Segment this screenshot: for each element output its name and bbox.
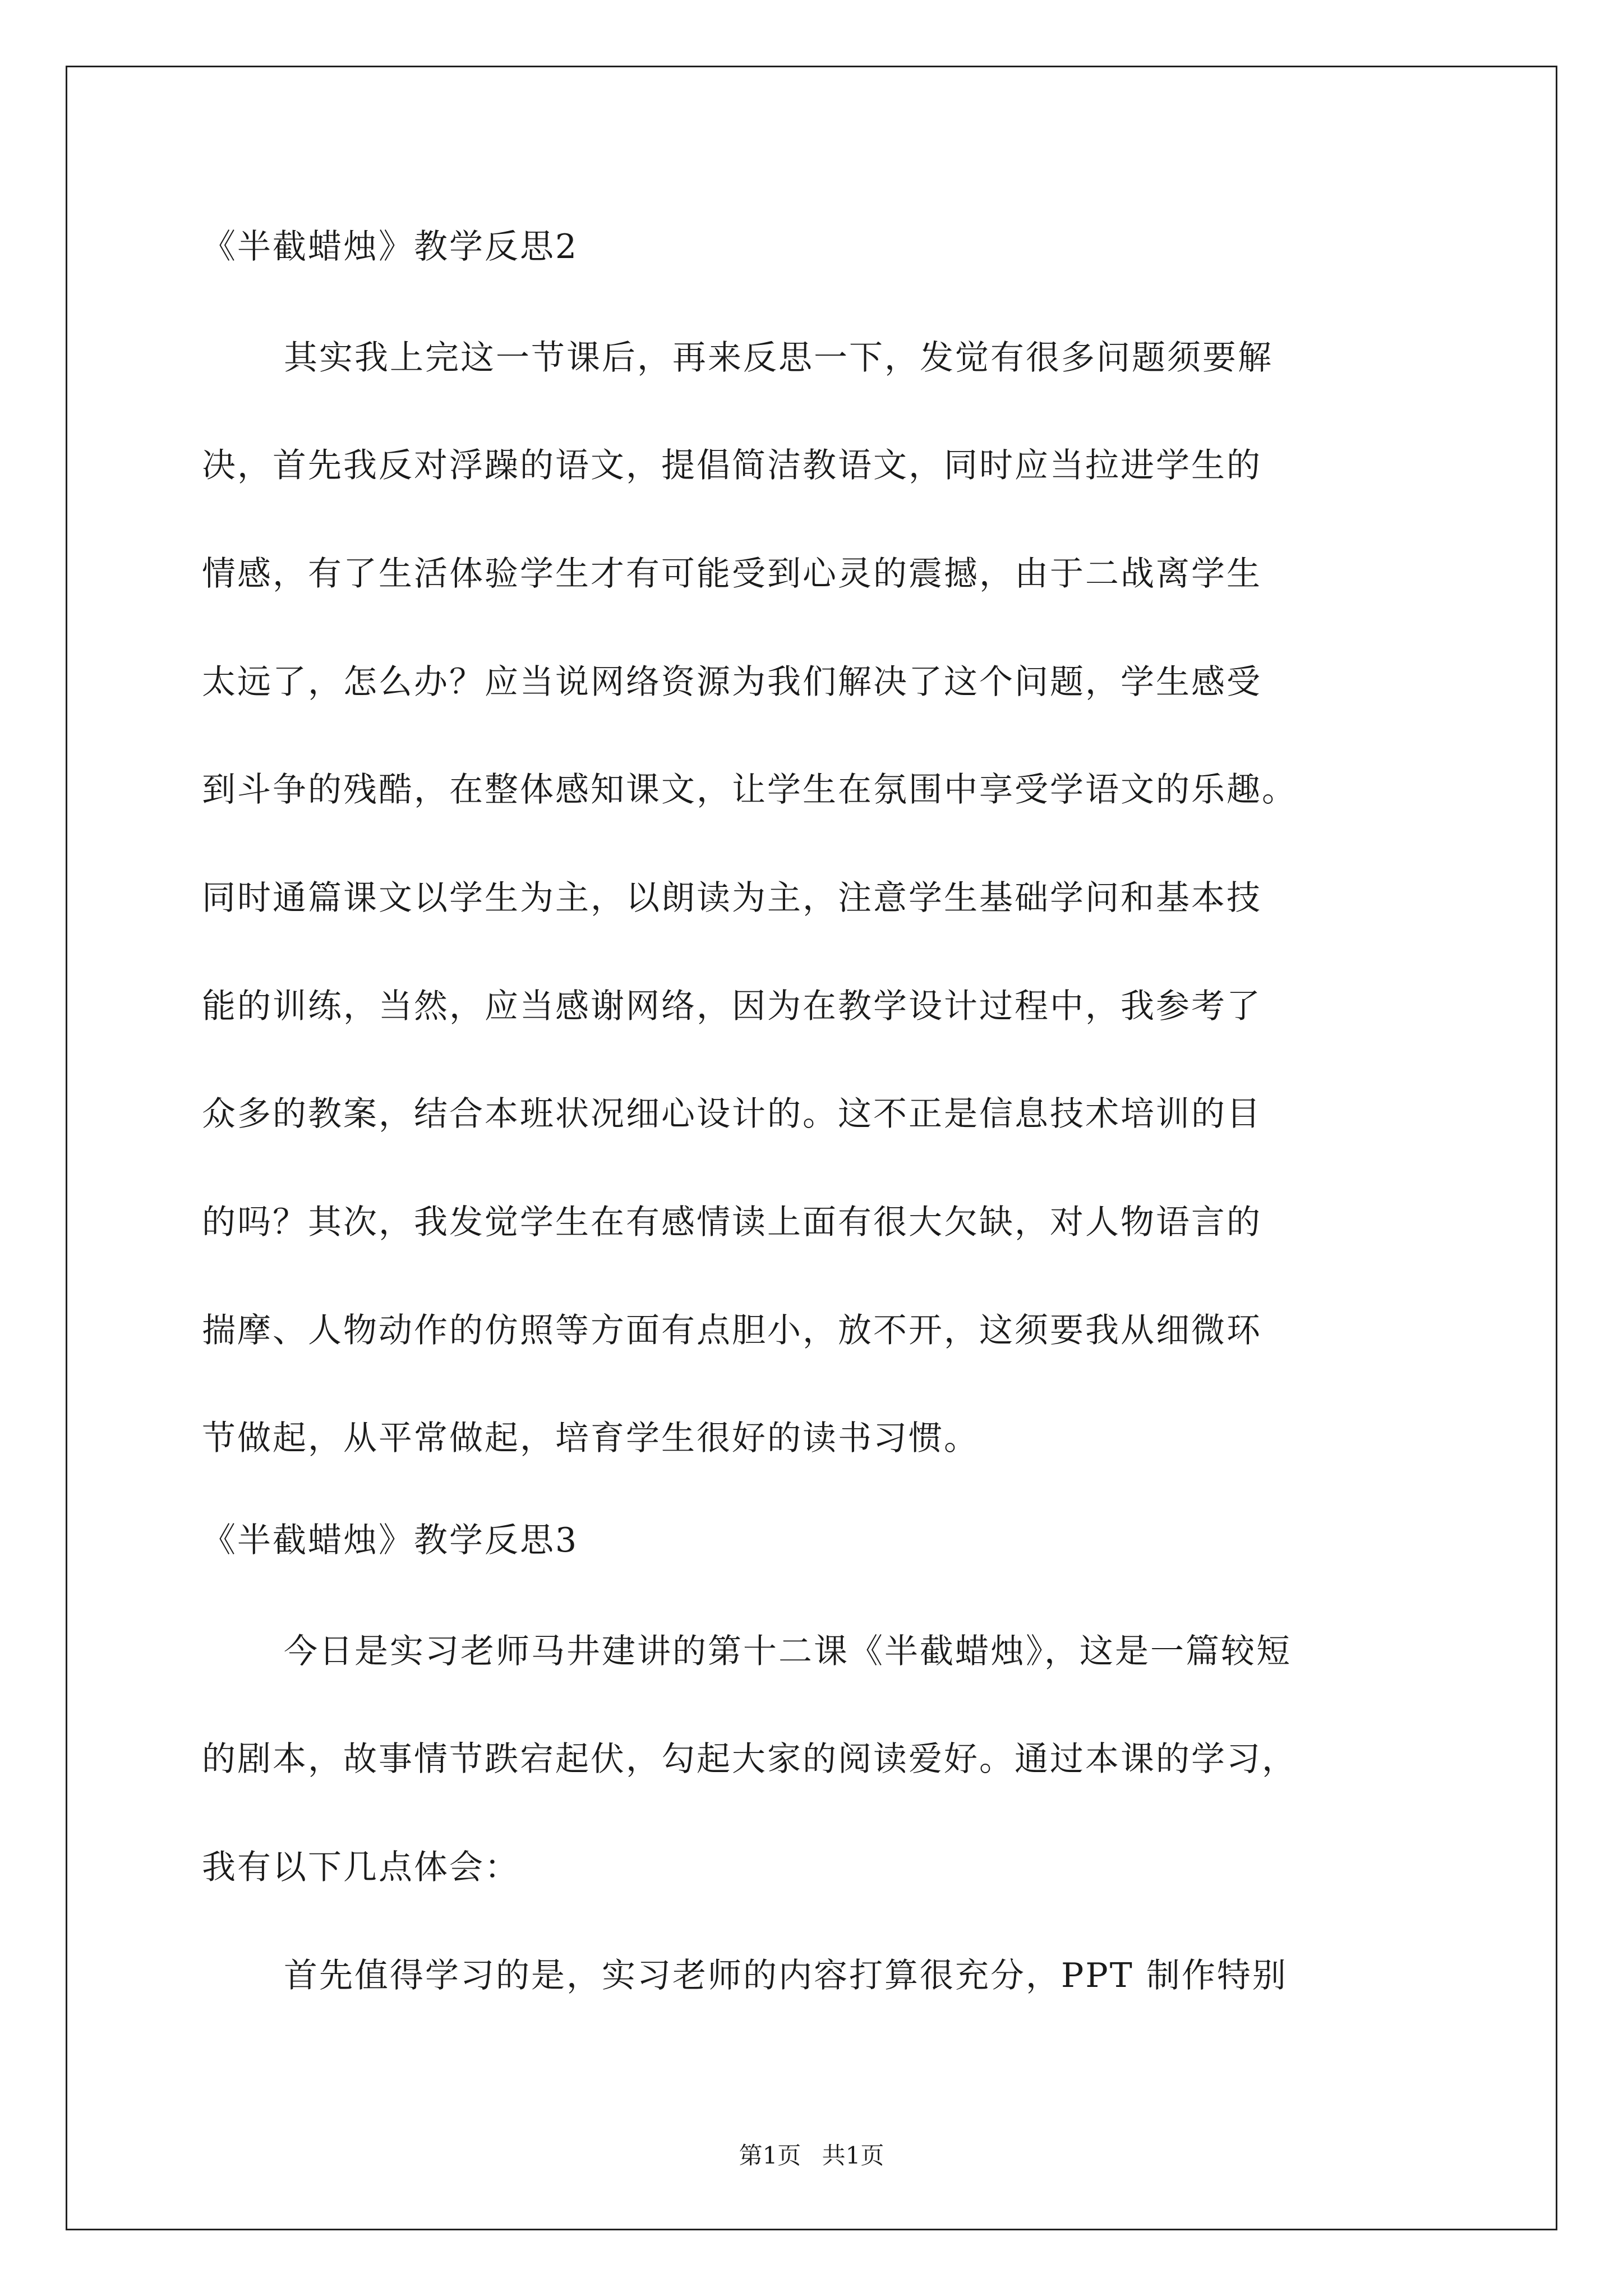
- page-number-total: 共1页: [822, 2142, 884, 2169]
- paragraph-line: 决，首先我反对浮躁的语文，提倡简洁教语文，同时应当拉进学生的: [202, 446, 1262, 485]
- paragraph-line: 能的训练，当然，应当感谢网络，因为在教学设计过程中，我参考了: [202, 987, 1262, 1026]
- section-heading: 《半截蜡烛》教学反思2: [202, 227, 579, 266]
- paragraph-line: 揣摩、人物动作的仿照等方面有点胆小，放不开，这须要我从细微环: [202, 1311, 1262, 1350]
- paragraph-line: 情感，有了生活体验学生才有可能受到心灵的震撼，由于二战离学生: [202, 554, 1262, 593]
- paragraph-line: 的剧本，故事情节跌宕起伏，勾起大家的阅读爱好。通过本课的学习，: [202, 1740, 1297, 1779]
- paragraph-line: 到斗争的残酷，在整体感知课文，让学生在氛围中享受学语文的乐趣。: [202, 770, 1297, 809]
- paragraph-line: 其实我上完这一节课后，再来反思一下，发觉有很多问题须要解: [284, 338, 1273, 378]
- paragraph-line: 我有以下几点体会：: [202, 1848, 520, 1887]
- paragraph-line: 众多的教案，结合本班状况细心设计的。这不正是信息技术培训的目: [202, 1094, 1262, 1134]
- page-footer: [0, 2144, 1623, 2168]
- paragraph-line: 今日是实习老师马井建讲的第十二课《半截蜡烛》，这是一篇较短: [284, 1632, 1292, 1671]
- page-border: [66, 66, 1557, 2230]
- paragraph-line: 同时通篇课文以学生为主，以朗读为主，注意学生基础学问和基本技: [202, 878, 1262, 918]
- paragraph-line: 首先值得学习的是，实习老师的内容打算很充分，PPT 制作特别: [284, 1956, 1288, 1995]
- section-heading: 《半截蜡烛》教学反思3: [202, 1521, 579, 1560]
- page-number-current: 第1页: [739, 2142, 801, 2169]
- paragraph-line: 太远了，怎么办？应当说网络资源为我们解决了这个问题，学生感受: [202, 662, 1262, 702]
- paragraph-line: 节做起，从平常做起，培育学生很好的读书习惯。: [202, 1419, 979, 1458]
- paragraph-line: 的吗？其次，我发觉学生在有感情读上面有很大欠缺，对人物语言的: [202, 1203, 1262, 1242]
